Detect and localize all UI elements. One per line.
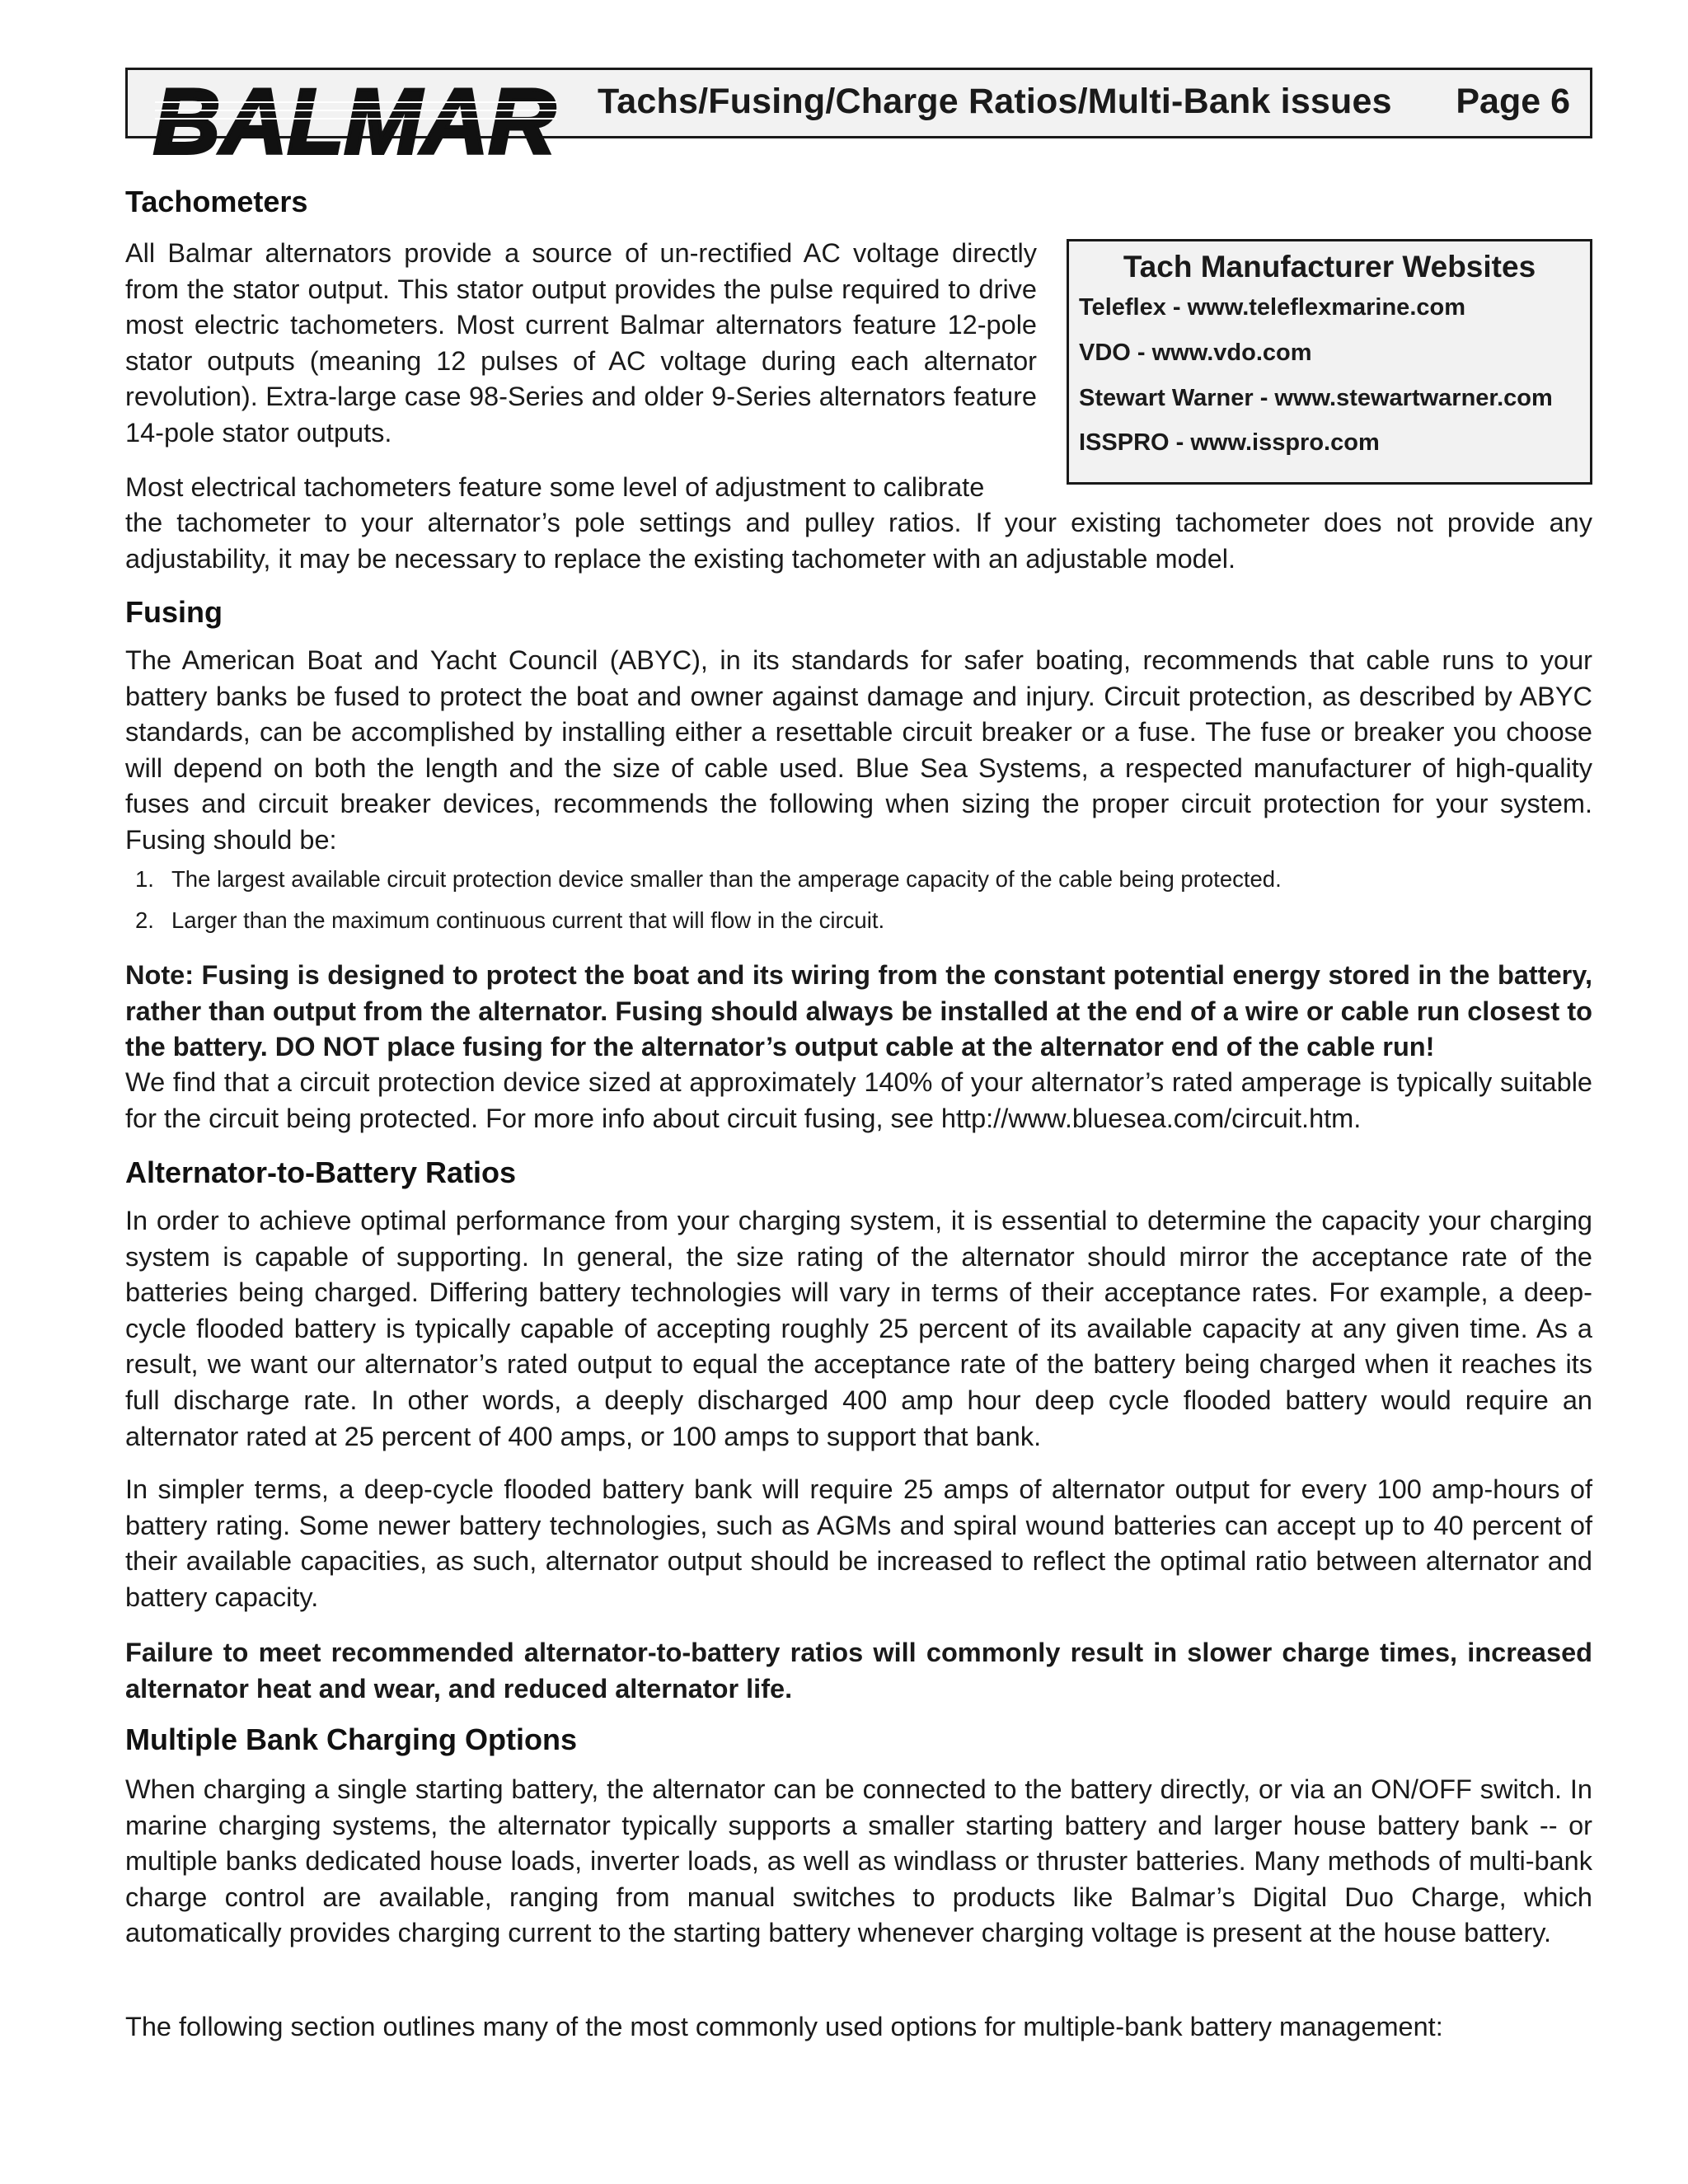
website-item-isspro: ISSPRO - www.isspro.com — [1079, 429, 1380, 456]
list-item — [125, 859, 1592, 900]
page-number: Page 6 — [1456, 82, 1570, 121]
fusing-paragraph-2: We find that a circuit protection device sized at approximately 140% of your alternator’s rated amperage is typically suitable for the circuit being protected. For more info about circuit fusing, see http://www.bluesea.com/circuit.htm. — [125, 1067, 1592, 1133]
list-item-text: The largest available circuit protection device smaller than the amperage capacity of the cable being protected. — [171, 866, 1282, 892]
tachometers-paragraph-2-line1: Most electrical tachometers feature some level of adjustment to calibrate — [125, 472, 985, 502]
tach-websites-box — [1067, 239, 1592, 485]
fusing-criteria-list — [125, 859, 1592, 941]
section-heading-ratios: Alternator-to-Battery Ratios — [125, 1155, 517, 1189]
website-item-vdo: VDO - www.vdo.com — [1079, 340, 1312, 366]
multibank-paragraph-2: The following section outlines many of the most commonly used options for multiple-bank battery management: — [125, 2012, 1443, 2041]
section-heading-multibank: Multiple Bank Charging Options — [125, 1722, 577, 1756]
list-item-number: 1. — [135, 866, 154, 892]
list-item-text: Larger than the maximum continuous current that will flow in the circuit. — [171, 907, 885, 933]
fusing-paragraph-1: The American Boat and Yacht Council (ABYC), in its standards for safer boating, recommends that cable runs to your battery banks be fused to protect the boat and owner against damage and injury. Circuit protection, as described by ABYC standards, can be accomplished by installing either a resettable circuit breaker or a fuse. The fuse or breaker you choose will depend on both the length and the size of cable used. Blue Sea Systems, a respected manufacturer of high-quality fuses and circuit breaker devices, recommends the following when sizing the proper circuit protection for your system. Fusing should be: — [125, 645, 1592, 855]
logo-wordmark: BALMAR — [153, 74, 556, 163]
section-heading-fusing: Fusing — [125, 595, 223, 629]
ratios-paragraph-2: In simpler terms, a deep-cycle flooded battery bank will require 25 amps of alternator output for every 100 amp-hours of battery rating. Some newer battery technologies, such as AGMs and spiral wound batteries can accept up to 40 percent of their available capacities, as such, alternator output should be increased to reflect the optimal ratio between alternator and battery capacity. — [125, 1474, 1592, 1612]
document-page — [125, 68, 1592, 2041]
list-item-number: 2. — [135, 907, 154, 933]
website-item-teleflex: Teleflex - www.teleflexmarine.com — [1079, 294, 1465, 321]
website-item-stewart-warner: Stewart Warner - www.stewartwarner.com — [1079, 385, 1553, 411]
tachometers-paragraph-1: All Balmar alternators provide a source of un-rectified AC voltage directly from the stator output. This stator output provides the pulse required to drive most electric tachometers. Most current Balmar alternators feature 12-pole stator outputs (meaning 12 pulses of AC voltage during each alternator revolution). Extra-large case 98-Series and older 9-Series alternators feature 14-pole stator outputs. — [125, 238, 1037, 448]
header-title: Tachs/Fusing/Charge Ratios/Multi-Bank issues — [598, 82, 1392, 121]
section-heading-tachometers: Tachometers — [125, 185, 308, 218]
balmar-logo — [150, 74, 562, 163]
ratios-warning: Failure to meet recommended alternator-to-battery ratios will commonly result in slower charge times, increased alternator heat and wear, and reduced alternator life. — [125, 1638, 1592, 1704]
fusing-note: Note: Fusing is designed to protect the boat and its wiring from the constant potential energy stored in the battery, rather than output from the alternator. Fusing should always be installed at the end of a wire or cable run closest to the battery. DO NOT place fusing for the alternator’s output cable at the alternator end of the cable run! — [125, 960, 1592, 1062]
list-item — [125, 900, 1592, 941]
websites-box-title: Tach Manufacturer Websites — [1123, 250, 1536, 284]
tachometers-paragraph-2: the tachometer to your alternator’s pole settings and pulley ratios. If your existing tachometer does not provide any adjustability, it may be necessary to replace the existing tachometer with an adjustable model. — [125, 508, 1592, 574]
multibank-paragraph-1: When charging a single starting battery, the alternator can be connected to the battery directly, or via an ON/OFF switch. In marine charging systems, the alternator typically supports a smaller starting battery and larger house battery bank -- or multiple banks dedicated house loads, inverter loads, as well as windlass or thruster batteries. Many methods of multi-bank charge control are available, ranging from manual switches to products like Balmar’s Digital Duo Charge, which automatically provides charging current to the starting battery whenever charging voltage is present at the house battery. — [125, 1774, 1592, 1948]
ratios-paragraph-1: In order to achieve optimal performance from your charging system, it is essential to determine the capacity your charging system is capable of supporting. In general, the size rating of the alternator should mirror the acceptance rate of the batteries being charged. Differing battery technologies will vary in terms of their acceptance rates. For example, a deep-cycle flooded battery is typically capable of accepting roughly 25 percent of its available capacity at any given time. As a result, we want our alternator’s rated output to equal the acceptance rate of the battery being charged when it reaches its full discharge rate. In other words, a deeply discharged 400 amp hour deep cycle flooded battery would require an alternator rated at 25 percent of 400 amps, or 100 amps to support that bank. — [125, 1206, 1592, 1451]
